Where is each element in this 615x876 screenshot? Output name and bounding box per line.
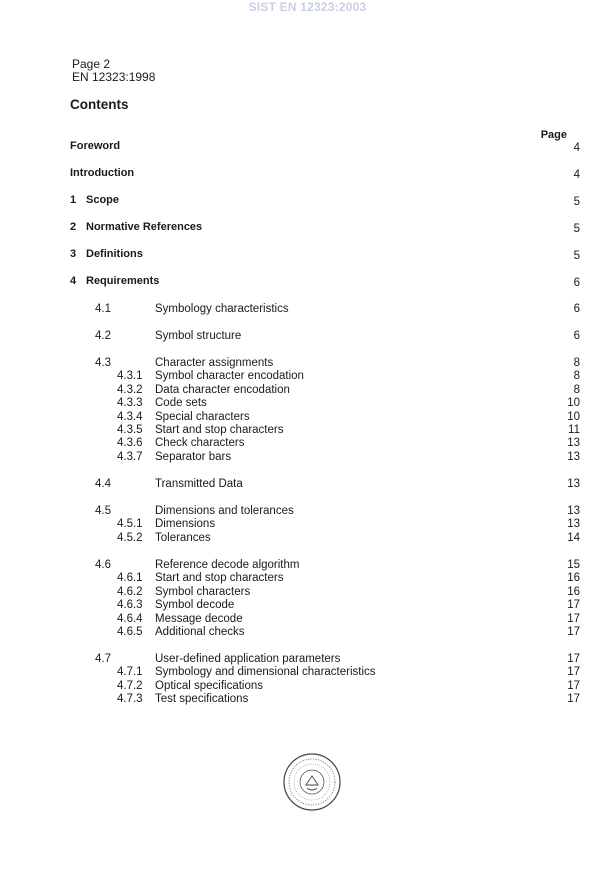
toc-title: Symbol decode	[155, 599, 235, 611]
toc-number: 4.7.2	[117, 680, 143, 692]
toc-page: 17	[567, 693, 580, 705]
watermark: SIST EN 12323:2003	[248, 0, 367, 14]
toc-number: 4.5.1	[117, 518, 143, 530]
contents-title: Contents	[70, 97, 129, 112]
toc-title: Symbol characters	[155, 586, 251, 598]
toc-page: 15	[567, 559, 580, 571]
toc-row	[0, 559, 615, 573]
toc-row	[0, 518, 615, 532]
toc-title: Optical specifications	[155, 680, 264, 692]
toc-row	[0, 478, 615, 492]
toc-page: 13	[567, 505, 580, 517]
toc-number: 4.6.1	[117, 572, 143, 584]
toc-page: 17	[567, 680, 580, 692]
toc-page: 13	[567, 451, 580, 463]
toc-row	[0, 532, 615, 546]
toc-number: 4.3.5	[117, 424, 143, 436]
toc-title: Separator bars	[155, 451, 232, 463]
toc-number: 4.3.2	[117, 384, 143, 396]
toc-row	[0, 424, 615, 438]
toc-page: 16	[567, 572, 580, 584]
toc-title: Introduction	[70, 167, 135, 179]
toc-number: 4.5.2	[117, 532, 143, 544]
toc-page: 5	[573, 223, 580, 235]
toc-page: 8	[573, 384, 580, 396]
toc-title: Code sets	[155, 397, 207, 409]
toc-number: 4.3.6	[117, 437, 143, 449]
toc-page: 17	[567, 613, 580, 625]
toc-number: 4.4	[95, 478, 111, 490]
toc-title: Start and stop characters	[155, 424, 284, 436]
toc-page: 4	[573, 142, 580, 154]
toc-number: 4.6.5	[117, 626, 143, 638]
toc-title: Symbology and dimensional characteristics	[155, 666, 376, 678]
toc-title: Symbol character encodation	[155, 370, 304, 382]
toc-title: Definitions	[86, 248, 143, 260]
toc-page: 17	[567, 666, 580, 678]
toc-title: Normative References	[86, 221, 203, 233]
toc-number: 4.6.4	[117, 613, 143, 625]
toc-page: 13	[567, 518, 580, 530]
page-column-label: Page	[540, 129, 567, 141]
toc-row-normative-references	[0, 221, 615, 235]
toc-page: 14	[567, 532, 580, 544]
toc-title: Tolerances	[155, 532, 211, 544]
toc-row	[0, 451, 615, 465]
toc-page: 6	[573, 330, 580, 342]
toc-row	[0, 330, 615, 344]
toc-title: Data character encodation	[155, 384, 290, 396]
toc-row	[0, 653, 615, 667]
toc-row-scope	[0, 194, 615, 208]
toc-row	[0, 693, 615, 707]
toc-page: 16	[567, 586, 580, 598]
standard-id: EN 12323:1998	[72, 70, 156, 84]
toc-title: Dimensions	[155, 518, 216, 530]
toc-number: 4.5	[95, 505, 111, 517]
toc-row	[0, 357, 615, 371]
toc-row	[0, 505, 615, 519]
toc-title: Requirements	[86, 275, 160, 287]
toc-number: 1	[70, 194, 77, 206]
toc-row	[0, 384, 615, 398]
toc-title: Symbology characteristics	[155, 303, 289, 315]
toc-row	[0, 411, 615, 425]
toc-title: User-defined application parameters	[155, 653, 341, 665]
toc-page: 10	[567, 397, 580, 409]
toc-row	[0, 613, 615, 627]
page-number: Page 2	[72, 57, 111, 71]
toc-number: 4.7	[95, 653, 111, 665]
toc-row-definitions	[0, 248, 615, 262]
toc-number: 4.3.1	[117, 370, 143, 382]
toc-number: 4.2	[95, 330, 111, 342]
toc-title: Scope	[86, 194, 120, 206]
toc-page: 8	[573, 370, 580, 382]
toc-title: Symbol structure	[155, 330, 242, 342]
toc-page: 17	[567, 626, 580, 638]
toc-row	[0, 586, 615, 600]
toc-row	[0, 303, 615, 317]
toc-number: 4	[70, 275, 77, 287]
toc-row	[0, 599, 615, 613]
toc-row	[0, 397, 615, 411]
toc-number: 4.1	[95, 303, 111, 315]
toc-page: 5	[573, 250, 580, 262]
toc-number: 4.3	[95, 357, 111, 369]
toc-page: 10	[567, 411, 580, 423]
toc-title: Transmitted Data	[155, 478, 243, 490]
toc-number: 4.3.4	[117, 411, 143, 423]
toc-page: 17	[567, 653, 580, 665]
toc-number: 2	[70, 221, 77, 233]
toc-page: 6	[573, 277, 580, 289]
toc-title: Start and stop characters	[155, 572, 284, 584]
toc-page: 4	[573, 169, 580, 181]
toc-page: 6	[573, 303, 580, 315]
toc-number: 4.3.3	[117, 397, 143, 409]
toc-title: Message decode	[155, 613, 243, 625]
toc-title: Foreword	[70, 140, 121, 152]
toc-row	[0, 572, 615, 586]
toc-number: 4.6.2	[117, 586, 143, 598]
toc-row-introduction	[0, 167, 615, 181]
toc-title: Character assignments	[155, 357, 274, 369]
toc-number: 4.7.3	[117, 693, 143, 705]
toc-number: 3	[70, 248, 77, 260]
toc-row	[0, 666, 615, 680]
toc-page: 11	[568, 424, 580, 436]
toc-page: 17	[567, 599, 580, 611]
toc-page: 8	[573, 357, 580, 369]
toc-number: 4.3.7	[117, 451, 143, 463]
toc-number: 4.6.3	[117, 599, 143, 611]
toc-number: 4.6	[95, 559, 111, 571]
toc-row	[0, 370, 615, 384]
toc-row-foreword	[0, 140, 615, 154]
toc-row	[0, 680, 615, 694]
toc-number: 4.7.1	[117, 666, 143, 678]
toc-title: Special characters	[155, 411, 250, 423]
stamp-seal	[282, 752, 342, 817]
toc-title: Reference decode algorithm	[155, 559, 300, 571]
toc-title: Dimensions and tolerances	[155, 505, 294, 517]
toc-title: Check characters	[155, 437, 245, 449]
seal-icon	[282, 752, 342, 812]
toc-page: 13	[567, 437, 580, 449]
toc-page: 5	[573, 196, 580, 208]
toc-row	[0, 437, 615, 451]
toc-title: Additional checks	[155, 626, 245, 638]
toc-page: 13	[567, 478, 580, 490]
toc-row-requirements	[0, 275, 615, 289]
toc-row	[0, 626, 615, 640]
toc-title: Test specifications	[155, 693, 249, 705]
